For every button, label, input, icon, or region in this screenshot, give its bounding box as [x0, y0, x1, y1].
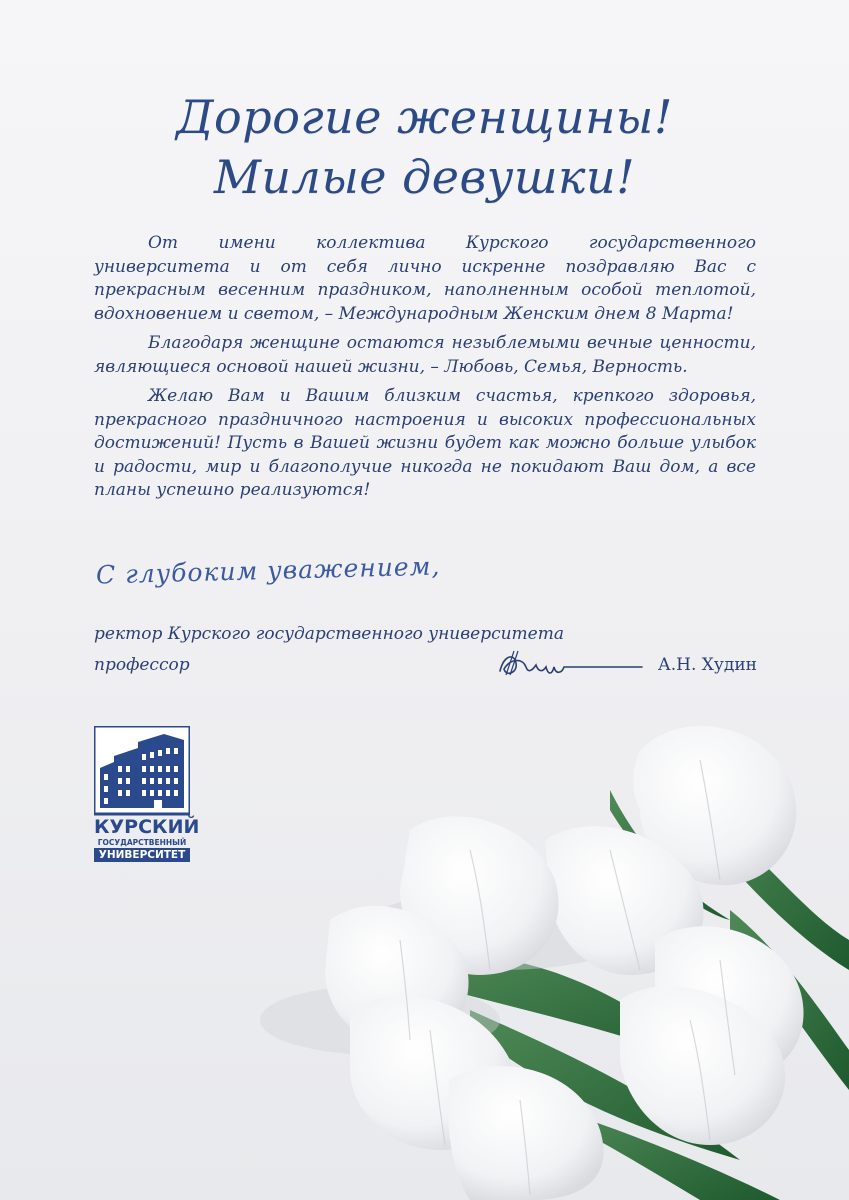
- paragraph-2: Благодаря женщине остаются незыблемыми вечные ценности, являющиеся основой нашей жизни, – Любовь, Семья, Верность.: [94, 333, 756, 377]
- logo-word-university: УНИВЕРСИТЕТ: [94, 848, 190, 862]
- white-tulips-image: [0, 690, 849, 1200]
- paragraph-1: От имени коллектива Курского государственного университета и от себя лично искренне поздравляю Вас с прекрасным весенним праздником, наполненным особой теплотой, вдохновением и светом, – Международным Женским днем 8 Марта!: [94, 233, 756, 324]
- paragraph-3: Желаю Вам и Вашим близким счастья, крепкого здоровья, прекрасного праздничного настроения и высоких профессиональных достижений! Пусть в Вашей жизни будет как можно больше улыбок и радости, мир и благополучие никогда не покидают Ваш дом, а все планы успешно реализуются!: [94, 386, 756, 500]
- signer-title: профессор: [94, 655, 190, 675]
- closing-regards: С глубоким уважением,: [95, 551, 441, 590]
- handwritten-signature: [492, 645, 647, 685]
- heading-line-1: Дорогие женщины!: [176, 90, 673, 144]
- logo-word-state: ГОСУДАРСТВЕННЫЙ: [97, 838, 187, 847]
- heading-line-2: Милые девушки!: [213, 150, 636, 204]
- signer-position: ректор Курского государственного университета: [94, 624, 564, 644]
- logo-word-kursk: КУРСКИЙ: [94, 816, 200, 838]
- greeting-body: [94, 232, 756, 509]
- signer-name: А.Н. Худин: [657, 655, 757, 675]
